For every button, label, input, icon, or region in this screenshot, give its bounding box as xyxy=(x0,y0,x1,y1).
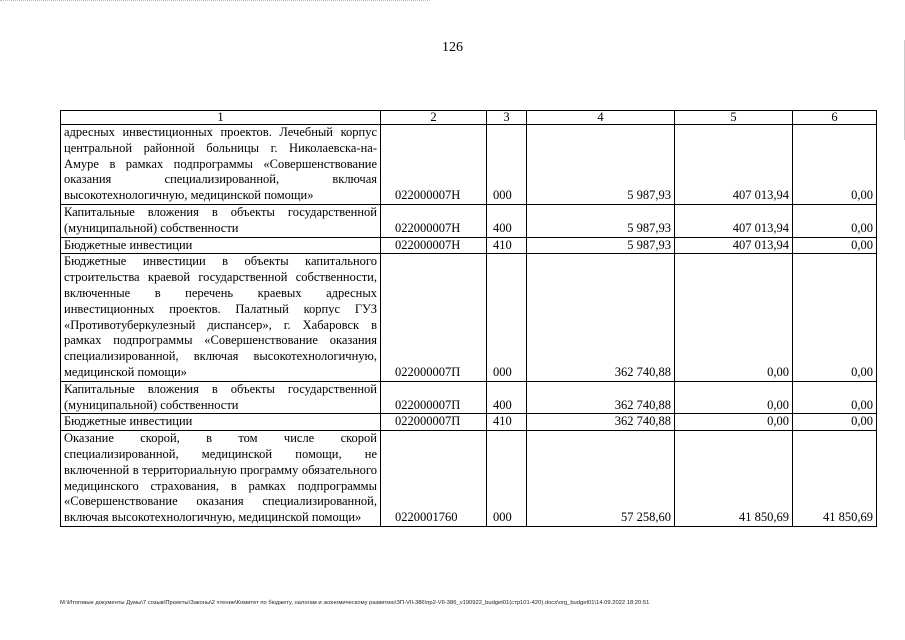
row-name-cell: Капитальные вложения в объекты государственной (муниципальной) собственности xyxy=(61,381,381,414)
table-row xyxy=(61,431,877,527)
row-name-cell: адресных инвестиционных проектов. Лечебный корпус центральной районной больницы г. Николаевска-на-Амуре в рамках подпрограммы «Совершенствование оказания специализированной, включая высокотехнологичную, медицинской помощи» xyxy=(61,125,381,205)
row-amount-cell: 0,00 xyxy=(793,414,877,431)
row-amount-cell: 0,00 xyxy=(793,125,877,205)
row-amount-cell: 41 850,69 xyxy=(793,431,877,527)
row-code-cell: 022000007П xyxy=(381,254,487,381)
row-amount-cell: 0,00 xyxy=(675,414,793,431)
table-row xyxy=(61,204,877,237)
row-type-cell: 000 xyxy=(487,431,527,527)
row-type-cell: 000 xyxy=(487,254,527,381)
column-header: 6 xyxy=(793,111,877,125)
table-header-row xyxy=(61,111,877,125)
row-type-cell: 400 xyxy=(487,381,527,414)
row-amount-cell: 362 740,88 xyxy=(527,414,675,431)
column-header: 2 xyxy=(381,111,487,125)
row-type-cell: 400 xyxy=(487,204,527,237)
row-amount-cell: 407 013,94 xyxy=(675,204,793,237)
row-amount-cell: 5 987,93 xyxy=(527,204,675,237)
row-amount-cell: 362 740,88 xyxy=(527,254,675,381)
top-edge-mark xyxy=(0,0,430,3)
row-amount-cell: 407 013,94 xyxy=(675,125,793,205)
row-type-cell: 410 xyxy=(487,237,527,254)
row-amount-cell: 5 987,93 xyxy=(527,237,675,254)
row-amount-cell: 407 013,94 xyxy=(675,237,793,254)
row-name-cell: Бюджетные инвестиции xyxy=(61,237,381,254)
row-name-cell: Капитальные вложения в объекты государственной (муниципальной) собственности xyxy=(61,204,381,237)
column-header: 5 xyxy=(675,111,793,125)
column-header: 4 xyxy=(527,111,675,125)
row-amount-cell: 41 850,69 xyxy=(675,431,793,527)
row-name-cell: Оказание скорой, в том числе скорой специализированной, медицинской помощи, не включенной в территориальную программу обязательного медицинского страхования, в рамках подпрограммы «Совершенствование оказания специализированной, включая высокотехнологичную, медицинской помощи» xyxy=(61,431,381,527)
row-type-cell: 410 xyxy=(487,414,527,431)
column-header: 1 xyxy=(61,111,381,125)
row-amount-cell: 0,00 xyxy=(793,254,877,381)
row-amount-cell: 57 258,60 xyxy=(527,431,675,527)
row-amount-cell: 0,00 xyxy=(675,381,793,414)
table-row xyxy=(61,237,877,254)
table-row xyxy=(61,125,877,205)
row-code-cell: 0220001760 xyxy=(381,431,487,527)
table-row xyxy=(61,381,877,414)
row-amount-cell: 0,00 xyxy=(793,381,877,414)
row-code-cell: 022000007Н xyxy=(381,125,487,205)
page-number: 126 xyxy=(442,40,463,55)
row-amount-cell: 5 987,93 xyxy=(527,125,675,205)
row-name-cell: Бюджетные инвестиции в объекты капитального строительства краевой государственной собственности, включенные в перечень краевых адресных инвестиционных проектов. Палатный корпус ГУЗ «Противотуберкулезный диспансер», г. Хабаровск в рамках подпрограммы «Совершенствование оказания специализированной, включая высокотехнологичную, медицинской помощи» xyxy=(61,254,381,381)
row-code-cell: 022000007Н xyxy=(381,237,487,254)
row-code-cell: 022000007П xyxy=(381,381,487,414)
table-row xyxy=(61,254,877,381)
row-amount-cell: 0,00 xyxy=(793,204,877,237)
budget-table xyxy=(60,110,877,527)
row-amount-cell: 362 740,88 xyxy=(527,381,675,414)
row-code-cell: 022000007Н xyxy=(381,204,487,237)
column-header: 3 xyxy=(487,111,527,125)
row-type-cell: 000 xyxy=(487,125,527,205)
file-path-footer: M:\Итоговые документы Думы\7 созыв\Проекты\Законы\2 чтение\Комитет по бюджету, налогам и экономическому развитию\ЗП-VII-386\пр2-VII-386_v190922_budget01(стр101-420).docx\org_budget01\14.09.2022 18:20:51 xyxy=(60,600,650,606)
table-row xyxy=(61,414,877,431)
row-amount-cell: 0,00 xyxy=(675,254,793,381)
row-name-cell: Бюджетные инвестиции xyxy=(61,414,381,431)
row-amount-cell: 0,00 xyxy=(793,237,877,254)
row-code-cell: 022000007П xyxy=(381,414,487,431)
